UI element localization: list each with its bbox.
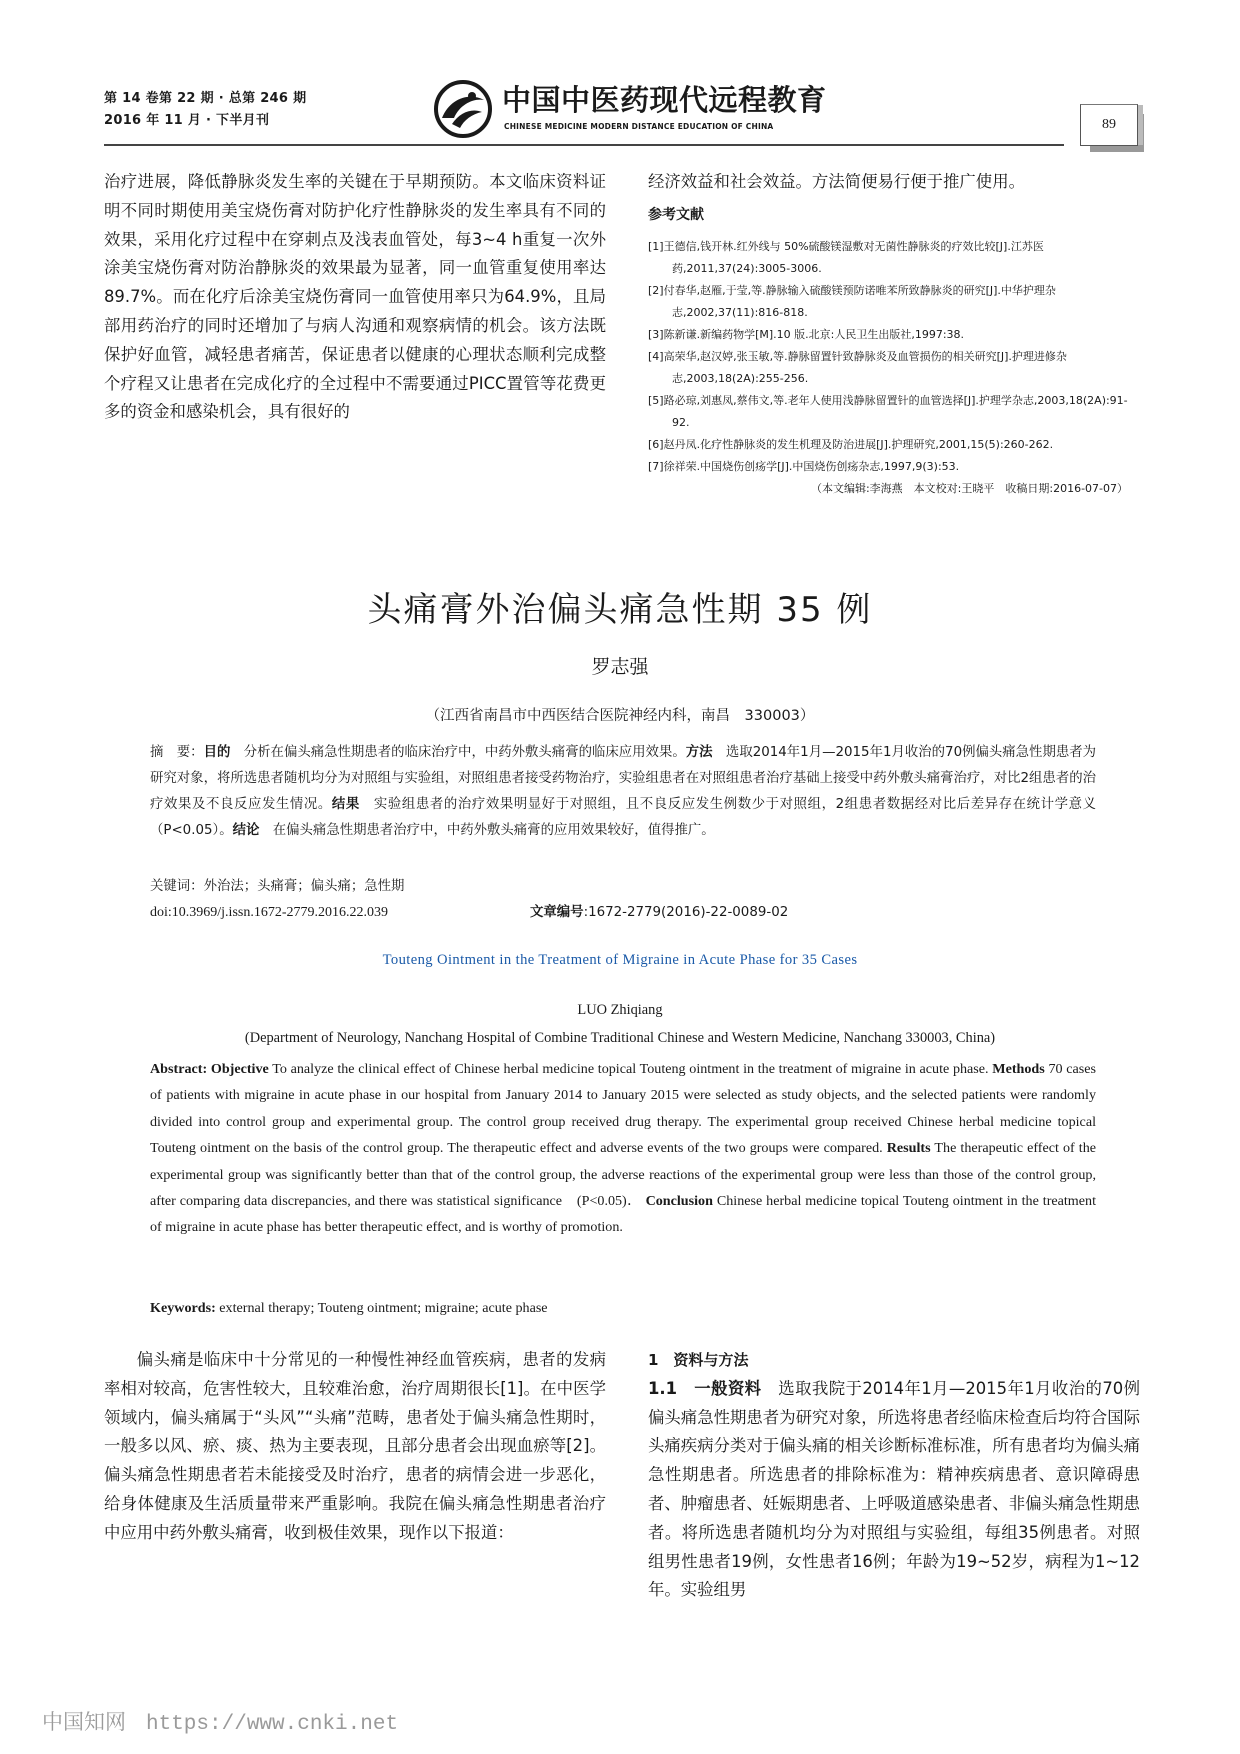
en-objective-label: Objective xyxy=(210,1061,269,1077)
abstract-en xyxy=(150,1056,1096,1241)
keywords-label: 关键词： xyxy=(150,879,204,894)
general-data-paragraph xyxy=(648,1375,1140,1605)
prev-article-right-column xyxy=(648,168,1140,500)
article-number-label: 文章编号 xyxy=(530,905,584,920)
article-number-value: :1672-2779(2016)-22-0089-02 xyxy=(583,905,789,920)
header-rule xyxy=(104,144,1064,146)
subsection-text: 选取我院于2014年1月—2015年1月收治的70例偏头痛急性期患者为研究对象，所选将患者经临床检查后均符合国际头痛疾病分类对于偏头痛的相关诊断标准标准，所有患者均为偏头痛急性期患者。所选患者的排除标准为：精神疾病患者、意识障碍患者、肿瘤患者、妊娠期患者、上呼吸道感染患者、非偏头痛急性期患者。将所选患者随机均分为对照组与实验组，每组35例患者。对照组男性患者19例，女性患者16例；年龄为19~52岁，病程为1~12年。实验组男 xyxy=(648,1378,1140,1600)
prev-article-body: 治疗进展，降低静脉炎发生率的关键在于早期预防。本文临床资料证明不同时期使用美宝烧伤膏对防护化疗性静脉炎的发生率具有不同的效果，采用化疗过程中在穿刺点及浅表血管处，每3~4 h重复一次外涂美宝烧伤膏对防治静脉炎的效果最为显著，同一血管重复使用率达89.7%。而在化疗后涂美宝烧伤膏同一血管使用率只为64.9%，且局部用药治疗的同时还增加了与病人沟通和观察病情的机会。该方法既保护好血管，减轻患者痛苦，保证患者以健康的心理状态顺利完成整个疗程又让患者在完成化疗的全过程中不需要通过PICC置管等花费更多的资金和感染机会，具有很好的 xyxy=(104,172,606,422)
article-author: 罗志强 xyxy=(591,656,649,678)
en-keywords-value: external therapy; Touteng ointment; migraine; acute phase xyxy=(215,1300,548,1316)
abstract-conclusion: 在偏头痛急性期患者治疗中，中药外敷头痛膏的应用效果较好，值得推广。 xyxy=(259,823,715,838)
page-number: 89 xyxy=(1080,104,1138,146)
abstract-objective: 分析在偏头痛急性期患者的临床治疗中，中药外敷头痛膏的临床应用效果。 xyxy=(230,745,686,760)
cnki-url: https://www.cnki.net xyxy=(146,1713,399,1736)
en-abstract-label: Abstract: xyxy=(150,1061,208,1077)
intro-paragraph: 偏头痛是临床中十分常见的一种慢性神经血管疾病，患者的发病率相对较高，危害性较大，且较难治愈，治疗周期很长[1]。在中医学领域内，偏头痛属于“头风”“头痛”范畴，患者处于偏头痛急性期时，一般多以风、瘀、痰、热为主要表现，且部分患者会出现血瘀等[2]。偏头痛急性期患者若未能接受及时治疗，患者的病情会进一步恶化，给身体健康及生活质量带来严重影响。我院在偏头痛急性期患者治疗中应用中药外敷头痛膏，收到极佳效果，现作以下报道： xyxy=(104,1350,606,1542)
abstract-method: 选取2014年1月—2015年1月收治的70例偏头痛急性期患者为研究对象，将所选患者随机均分为对照组与实验组，对照组患者接受药物治疗，实验组患者在对照组患者治疗基础上接受中药外敷头痛膏治疗，对比2组患者的治疗效果及不良反应发生情况。 xyxy=(150,745,1097,812)
editor-note: （本文编辑:李海燕 本文校对:王晓平 收稿日期:2016-07-07） xyxy=(810,481,1128,495)
keywords-en xyxy=(150,1295,1096,1321)
english-affiliation: (Department of Neurology, Nanchang Hospital of Combine Traditional Chinese and Western Medicine, Nanchang 330003, China) xyxy=(244,1030,996,1046)
cnki-site-name: 中国知网 xyxy=(42,1710,126,1734)
body-left-column xyxy=(104,1346,606,1548)
en-results-label: Results xyxy=(886,1140,931,1157)
article-title: 头痛膏外治偏头痛急性期 35 例 xyxy=(367,590,873,630)
references-heading: 参考文献 xyxy=(648,206,704,223)
reference-item: [3]陈新谦.新编药物学[M].10 版.北京:人民卫生出版社,1997:38. xyxy=(648,327,965,341)
reference-item: [4]高荣华,赵汉婷,张玉敏,等.静脉留置针致静脉炎及血管损伤的相关研究[J].护理进修杂志,2003,18(2A):255-256. xyxy=(648,349,1067,385)
abstract-cn xyxy=(150,740,1096,844)
article-number xyxy=(530,900,788,926)
cnki-watermark xyxy=(42,1706,398,1736)
en-methods-label: Methods xyxy=(992,1061,1045,1077)
english-author: LUO Zhiqiang xyxy=(577,1002,663,1018)
section-heading: 1 资料与方法 xyxy=(648,1351,749,1369)
abstract-result: 实验组患者的治疗效果明显好于对照组，且不良反应发生例数少于对照组，2组患者数据经对比后差异存在统计学意义（P<0.05）。 xyxy=(150,797,1097,838)
reference-item: [6]赵丹凤.化疗性静脉炎的发生机理及防治进展[J].护理研究,2001,15(5):260-262. xyxy=(648,437,1054,451)
en-keywords-label: Keywords: xyxy=(150,1300,216,1316)
en-objective: To analyze the clinical effect of Chinese herbal medicine topical Touteng ointment in the treatment of migraine in acute phase. xyxy=(268,1061,989,1077)
abstract-result-label: 结果 xyxy=(331,797,360,812)
en-results: The therapeutic effect of the experimental group was significantly better than that of the control group, the adverse reactions of the experimental group were less than those of the control group, after comparing data discrepancies, and there was statistical significance (P<0.05)． xyxy=(150,1140,1096,1210)
issue-line-2: 2016 年 11 月 · 下半月刊 xyxy=(104,113,270,128)
english-title: Touteng Ointment in the Treatment of Migraine in Acute Phase for 35 Cases xyxy=(382,952,858,968)
reference-item: [1]王德信,钱开林.红外线与 50%硫酸镁湿敷对无菌性静脉炎的疗效比较[J].江苏医药,2011,37(24):3005-3006. xyxy=(648,239,1044,275)
en-conclusion: Chinese herbal medicine topical Touteng ointment in the treatment of migraine in acute phase has better therapeutic effect, and is worthy of promotion. xyxy=(150,1193,1096,1236)
issue-line-1: 第 14 卷第 22 期 · 总第 246 期 xyxy=(104,91,307,106)
reference-item: [7]徐祥荣.中国烧伤创疡学[J].中国烧伤创疡杂志,1997,9(3):53. xyxy=(648,459,960,473)
abstract-conclusion-label: 结论 xyxy=(232,823,260,838)
abstract-objective-label: 目的 xyxy=(203,745,231,760)
journal-name-cn: 中国中医药现代远程教育 xyxy=(502,83,827,117)
en-methods: 70 cases of patients with migraine in acute phase in our hospital from January 2014 to January 2015 were selected as study objects, and the selected patients were randomly divided into control group and experimental group. The control group received drug therapy. The experimental group received Chinese herbal medicine topical Touteng ointment on the basis of the control group. The therapeutic effect and adverse events of the two groups were compared. xyxy=(150,1061,1096,1157)
article-affiliation: （江西省南昌市中西医结合医院神经内科，南昌 330003） xyxy=(425,708,815,724)
abstract-label: 摘 要： xyxy=(150,745,204,760)
journal-logo-icon xyxy=(432,78,494,140)
issue-info xyxy=(104,88,344,132)
keywords-cn xyxy=(150,874,1096,900)
keywords-value: 外治法；头痛膏；偏头痛；急性期 xyxy=(203,879,405,894)
en-conclusion-label: Conclusion xyxy=(645,1193,713,1210)
prev-article-left-column xyxy=(104,168,606,427)
journal-name-en: CHINESE MEDICINE MODERN DISTANCE EDUCATION OF CHINA xyxy=(504,122,774,131)
reference-item: [2]付春华,赵雁,于莹,等.静脉输入硫酸镁预防诺唯苯所致静脉炎的研究[J].中华护理杂志,2002,37(11):816-818. xyxy=(648,283,1056,319)
reference-item: [5]路必琼,刘惠凤,蔡伟文,等.老年人使用浅静脉留置针的血管选择[J].护理学杂志,2003,18(2A):91-92. xyxy=(648,393,1128,429)
doi: doi:10.3969/j.issn.1672-2779.2016.22.039 xyxy=(150,905,389,920)
body-right-column xyxy=(648,1346,1140,1605)
abstract-method-label: 方法 xyxy=(685,745,713,760)
prev-article-conclusion: 经济效益和社会效益。方法简便易行便于推广使用。 xyxy=(648,172,1025,191)
subsection-label: 1.1 一般资料 xyxy=(648,1378,762,1398)
